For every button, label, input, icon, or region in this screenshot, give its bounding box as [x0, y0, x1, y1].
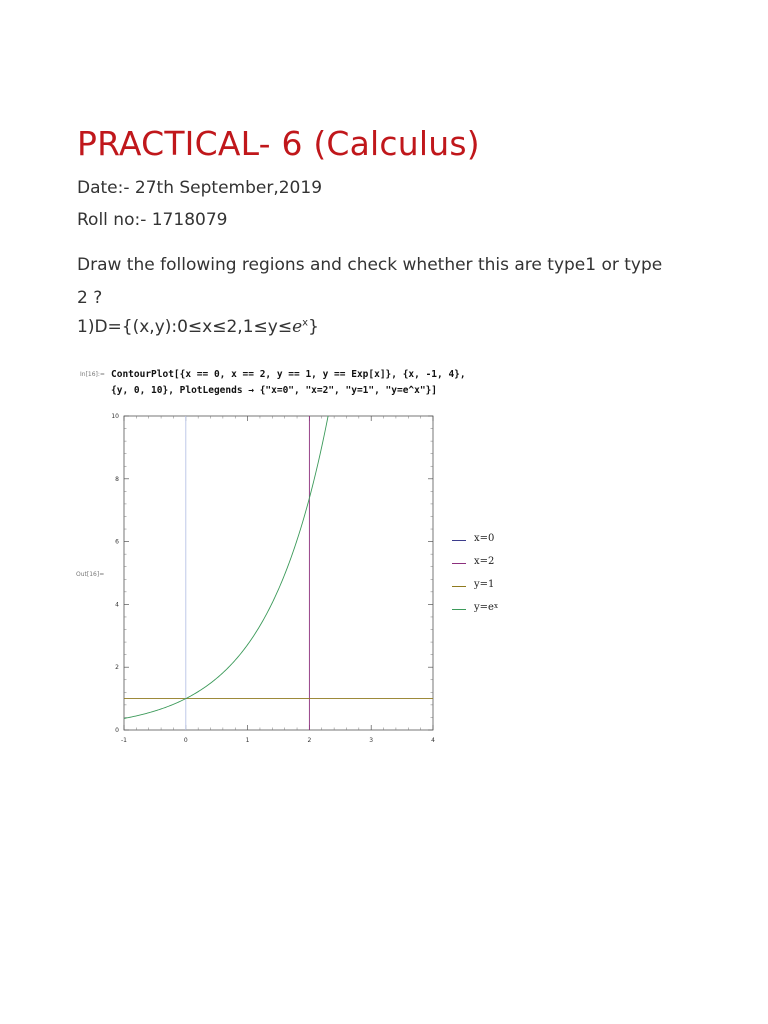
legend-label: y=1 — [474, 579, 495, 590]
legend-swatch — [452, 609, 466, 610]
legend-item — [452, 556, 498, 579]
code-line-2: {y, 0, 10}, PlotLegends → {"x=0", "x=2", "y=1", "y=e^x"}] — [111, 385, 438, 396]
legend-label: x=0 — [474, 533, 495, 544]
region-definition-exp-power: x — [302, 317, 309, 329]
x-tick-label: 3 — [369, 737, 374, 744]
y-tick-label: 10 — [111, 413, 119, 420]
plot-frame — [124, 416, 433, 730]
notebook-in-label: In[16]:= — [80, 371, 105, 378]
legend-swatch — [452, 563, 466, 564]
x-tick-label: 0 — [183, 737, 188, 744]
legend-label-exponent: x — [493, 602, 498, 610]
y-tick-label: 4 — [115, 601, 119, 609]
legend-item — [452, 579, 498, 602]
roll-number-line: Roll no:- 1718079 — [77, 210, 228, 230]
series-curve-exp — [124, 416, 328, 718]
y-tick-label: 8 — [115, 475, 119, 483]
plot-legend — [452, 533, 498, 625]
region-definition-suffix: } — [308, 317, 319, 337]
region-definition-exp-base: e — [292, 317, 303, 337]
code-line-1: ContourPlot[{x == 0, x == 2, y == 1, y == Exp[x]}, {x, -1, 4}, — [111, 369, 466, 380]
x-tick-label: 1 — [245, 737, 250, 744]
contour-plot — [100, 405, 445, 745]
question-line-1: Draw the following regions and check whether this are type1 or type — [77, 255, 663, 275]
y-tick-label: 0 — [115, 727, 119, 734]
legend-item — [452, 602, 498, 625]
y-tick-label: 2 — [115, 664, 119, 672]
legend-swatch — [452, 540, 466, 541]
region-definition-prefix: 1)D={(x,y):0≤x≤2,1≤y≤ — [77, 317, 293, 337]
page-title: PRACTICAL- 6 (Calculus) — [77, 124, 480, 163]
date-line: Date:- 27th September,2019 — [77, 178, 323, 198]
x-tick-label: 4 — [431, 737, 435, 744]
question-line-2: 2 ? — [77, 288, 103, 308]
x-tick-label: -1 — [121, 737, 127, 744]
legend-swatch — [452, 586, 466, 587]
x-tick-label: 2 — [307, 737, 312, 744]
notebook-out-label: Out[16]= — [76, 571, 105, 578]
legend-label: y=e — [474, 602, 494, 613]
region-definition — [77, 317, 319, 337]
legend-item — [452, 533, 498, 556]
legend-label: x=2 — [474, 556, 495, 567]
y-tick-label: 6 — [115, 538, 119, 546]
